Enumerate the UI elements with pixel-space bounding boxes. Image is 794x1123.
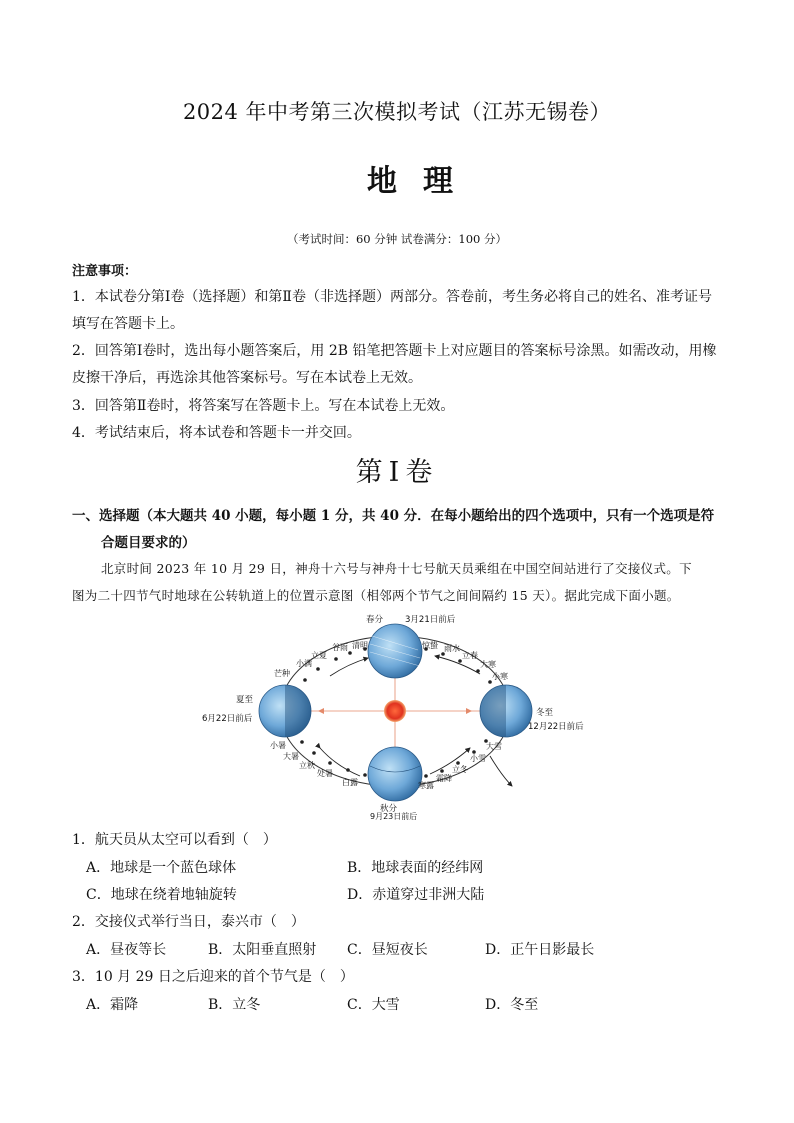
earth-spring (368, 624, 422, 678)
ray-arrow (318, 708, 324, 714)
label-winter: 冬至 (536, 708, 554, 718)
exam-meta: （考试时间：60 分钟 试卷满分：100 分） (286, 232, 508, 246)
exam-title: 2024 年中考第三次模拟考试（江苏无锡卷） (182, 100, 612, 124)
volume-title: 第Ⅰ卷 (355, 457, 439, 488)
label-spring: 春分 (366, 615, 384, 625)
term-label: 小寒 (492, 672, 508, 681)
sun (384, 700, 406, 722)
term-label: 霜降 (436, 774, 452, 783)
q3-option-d[interactable]: D．冬至 (485, 997, 539, 1013)
term-label: 大寒 (480, 660, 496, 669)
note-line: 4．考试结束后，将本试卷和答题卡一并交回。 (72, 425, 361, 441)
term-label: 清明 (352, 641, 368, 650)
term-label: 小雪 (470, 754, 486, 763)
term-label: 处暑 (317, 769, 333, 778)
term-label: 小暑 (270, 741, 286, 750)
earth-autumn (368, 747, 422, 801)
orbit-arrow (490, 756, 512, 786)
q1-option-a[interactable]: A．地球是一个蓝色球体 (86, 860, 237, 876)
earth-winter (480, 685, 532, 737)
term-label: 大暑 (283, 752, 299, 761)
term-label: 立秋 (299, 761, 315, 770)
q3-option-b[interactable]: B．立冬 (208, 997, 261, 1013)
earth-summer (259, 685, 311, 737)
question-1-stem: 1．航天员从太空可以看到（ ） (72, 832, 277, 848)
term-label: 谷雨 (332, 643, 348, 652)
q2-option-d[interactable]: D．正午日影最长 (485, 942, 595, 958)
term-label: 寒露 (418, 781, 434, 790)
intro-line: 北京时间 2023 年 10 月 29 日，神舟十六号与神舟十七号航天员乘组在中国空间站进行了交接仪式。下 (101, 561, 692, 576)
intro-line: 图为二十四节气时地球在公转轨道上的位置示意图（相邻两个节气之间间隔约 15 天）。据此完成下面小题。 (72, 588, 680, 603)
term-label: 小满 (296, 659, 312, 668)
term-label: 立夏 (311, 651, 327, 660)
note-line: 皮擦干净后，再选涂其他答案标号。写在本试卷上无效。 (72, 370, 422, 386)
section-heading-cont: 合题目要求的） (101, 535, 196, 551)
term-label: 芒种 (274, 669, 290, 678)
note-line: 1．本试卷分第Ⅰ卷（选择题）和第Ⅱ卷（非选择题）两部分。答卷前，考生务必将自己的姓名、准考证号 (72, 289, 712, 305)
term-label: 雨水 (444, 644, 460, 653)
q3-option-c[interactable]: C．大雪 (347, 997, 400, 1013)
label-spring-date: 3月21日前后 (405, 615, 456, 625)
q2-option-b[interactable]: B．太阳垂直照射 (208, 942, 317, 958)
term-label: 立春 (462, 651, 478, 660)
note-line: 3．回答第Ⅱ卷时，将答案写在答题卡上。写在本试卷上无效。 (72, 398, 455, 414)
label-autumn-date: 9月23日前后 (370, 812, 418, 821)
note-line: 2．回答第Ⅰ卷时，选出每小题答案后，用 2B 铅笔把答题卡上对应题目的答案标号涂黑。如需改动，用橡 (72, 343, 717, 359)
orbit-diagram (190, 606, 610, 821)
section-heading: 一、选择题（本大题共 40 小题，每小题 1 分，共 40 分．在每小题给出的四个选项中，只有一个选项是符 (72, 508, 715, 524)
term-label: 大雪 (486, 742, 502, 751)
label-winter-date: 12月22日前后 (528, 722, 584, 732)
q1-option-c[interactable]: C．地球在绕着地轴旋转 (86, 887, 237, 903)
note-line: 填写在答题卡上。 (72, 316, 184, 332)
q1-option-b[interactable]: B．地球表面的经纬网 (347, 860, 484, 876)
term-label: 惊蛰 (422, 641, 438, 650)
label-summer: 夏至 (236, 695, 254, 705)
question-3-stem: 3．10 月 29 日之后迎来的首个节气是（ ） (72, 969, 354, 985)
label-autumn: 秋分 (380, 804, 398, 814)
subject-title: 地理 (367, 164, 479, 199)
question-2-stem: 2．交接仪式举行当日，泰兴市（ ） (72, 914, 305, 930)
label-summer-date: 6月22日前后 (202, 714, 253, 724)
q1-option-d[interactable]: D．赤道穿过非洲大陆 (347, 887, 485, 903)
ray-arrow (466, 708, 472, 714)
notes-heading: 注意事项： (72, 264, 138, 279)
term-label: 白露 (342, 778, 358, 787)
term-label: 立冬 (452, 765, 468, 774)
q2-option-a[interactable]: A．昼夜等长 (86, 942, 167, 958)
q2-option-c[interactable]: C．昼短夜长 (347, 942, 428, 958)
q3-option-a[interactable]: A．霜降 (86, 997, 139, 1013)
